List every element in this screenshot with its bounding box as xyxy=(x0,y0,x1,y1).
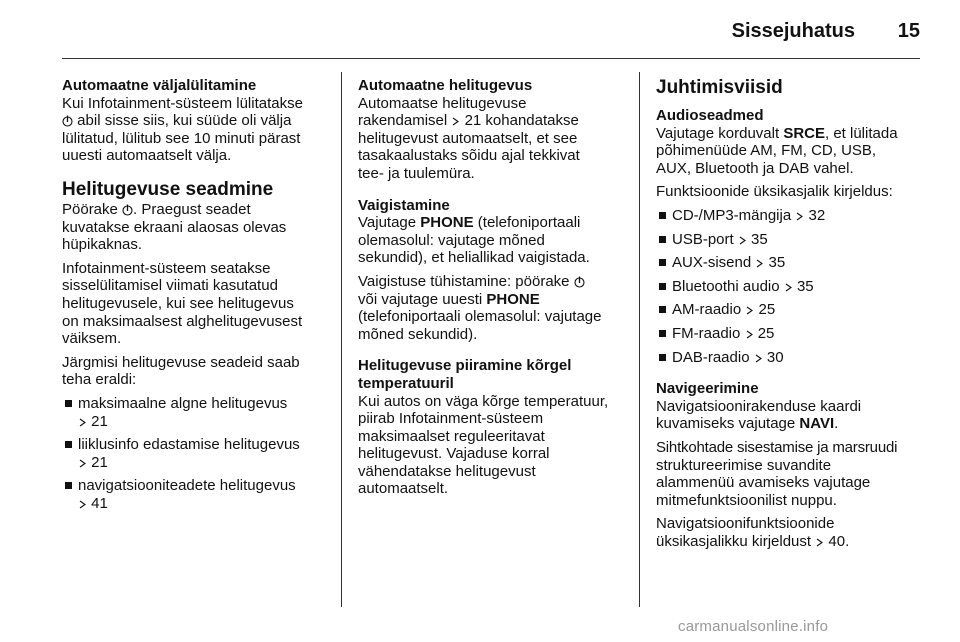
knob-icon xyxy=(574,276,585,288)
paragraph-volume-separate: Järgmisi helitugevuse seadeid saab teha eraldi: xyxy=(62,353,300,389)
bullet-icon xyxy=(659,212,666,219)
page-ref-arrow-icon xyxy=(745,306,754,315)
page-ref-arrow-icon xyxy=(815,538,824,547)
page-ref-arrow-icon xyxy=(755,259,764,268)
bullet-icon xyxy=(65,482,72,489)
bullet-icon xyxy=(659,330,666,337)
page-ref-arrow-icon xyxy=(78,459,87,468)
page-ref-arrow-icon xyxy=(78,418,87,427)
bullet-icon xyxy=(659,306,666,313)
list-item: AM-raadio 25 xyxy=(656,301,922,319)
page-ref-arrow-icon xyxy=(754,354,763,363)
paragraph-volume-startup: Infotainment-süsteem seatakse sisselülitamisel viimati kasutatud helitugevusele, kui see helitugevus on maksimaalsest alghelitugevusest väiksem. xyxy=(62,259,303,348)
section-heading-navigation: Navigeerimine xyxy=(656,380,759,398)
page-reference[interactable]: 25 xyxy=(745,325,775,342)
page-reference[interactable]: 32 xyxy=(795,207,825,224)
list-item: DAB-raadio 30 xyxy=(656,349,922,367)
page-ref-arrow-icon xyxy=(745,330,754,339)
audio-sources-list xyxy=(656,207,922,366)
knob-icon xyxy=(122,204,133,216)
volume-settings-list xyxy=(62,395,330,513)
column-2 xyxy=(358,77,626,504)
bullet-icon xyxy=(659,236,666,243)
page-ref-arrow-icon xyxy=(784,283,793,292)
paragraph-nav-map: Navigatsioonirakenduse kaardi kuvamiseks vajutage NAVI. xyxy=(656,397,862,433)
bullet-icon xyxy=(659,283,666,290)
bullet-icon xyxy=(659,354,666,361)
paragraph-mute: Vajutage PHONE (telefoniportaali olemasolul: vajutage mõned sekundid), et heliallikad vaigistada. xyxy=(358,214,590,267)
list-item: USB-port 35 xyxy=(656,231,922,249)
page-number: 15 xyxy=(897,20,920,42)
page-ref-arrow-icon xyxy=(795,212,804,221)
list-item: maksimaalne algne helitugevus 21 xyxy=(62,395,330,430)
section-heading-volume: Helitugevuse seadmine xyxy=(62,178,274,200)
page-reference[interactable]: 30 xyxy=(754,349,784,366)
section-heading-auto-off: Automaatne väljalülitamine xyxy=(62,77,257,94)
page-ref-arrow-icon xyxy=(451,117,460,126)
paragraph-unmute: Vaigistuse tühistamine: pöörake või vajutage uuesti PHONE (telefoniportaali olemasolul: vajutage mõned sekundid). xyxy=(358,272,602,343)
knob-icon xyxy=(62,115,73,127)
watermark-text: carmanualsonline.info xyxy=(678,618,829,635)
bullet-icon xyxy=(659,259,666,266)
list-item: Bluetoothi audio 35 xyxy=(656,278,922,296)
page-reference[interactable]: 25 xyxy=(745,301,775,318)
column-divider-1 xyxy=(341,72,342,607)
page-reference[interactable]: 21 xyxy=(451,112,481,129)
paragraph-function-details: Funktsioonide üksikasjalik kirjeldus: xyxy=(656,183,893,201)
column-divider-2 xyxy=(639,72,640,607)
page-reference[interactable]: 21 xyxy=(78,413,108,430)
bullet-icon xyxy=(65,400,72,407)
page-reference[interactable]: 35 xyxy=(738,231,768,248)
paragraph-auto-volume: Automaatse helitugevuse rakendamisel 21 kohandatakse helitugevust automaatselt, et see tasakaalustaks sõidu ajal tekkivat tee- ja tuulemüra. xyxy=(358,94,580,182)
paragraph-nav-details: Navigatsioonifunktsioonide üksikasjalikku kirjeldust 40. xyxy=(656,515,850,550)
paragraph-nav-destinations: Sihtkohtade sisestamise ja marsruudi struktureerimise suvandite alammenüü avamiseks vajutage mitmefunktsioonilist nuppu. xyxy=(656,438,898,509)
section-heading-volume-limit: Helitugevuse piiramine kõrgel temperatuuril xyxy=(358,357,572,392)
column-1 xyxy=(62,77,330,518)
paragraph-volume-limit: Kui autos on väga kõrge temperatuur, piirab Infotainment-süsteem maksimaalset reguleeritavat helitugevust. Vajaduse korral vähendatakse helitugevust automaatselt. xyxy=(358,392,609,498)
page-header-title: Sissejuhatus xyxy=(731,20,855,42)
list-item: liiklusinfo edastamise helitugevus 21 xyxy=(62,436,330,471)
section-heading-audio-devices: Audioseadmed xyxy=(656,107,764,124)
list-item: CD-/MP3-mängija 32 xyxy=(656,207,922,225)
paragraph-volume-turn: Pöörake . Praegust seadet kuvatakse ekraani alaosas olevas hüpikaknas. xyxy=(62,200,287,254)
section-heading-auto-volume: Automaatne helitugevus xyxy=(358,77,533,94)
header-rule xyxy=(62,58,920,59)
paragraph-audio-devices: Vajutage korduvalt SRCE, et lülitada põhimenüüde AM, FM, CD, USB, AUX, Bluetooth ja DAB vahel. xyxy=(656,124,898,177)
paragraph-auto-off: Kui Infotainment-süsteem lülitatakse abil sisse siis, kui süüde oli välja lülitatud, lülitub see 10 minuti pärast uuesti automaatselt välja. xyxy=(62,94,303,165)
page-reference[interactable]: 35 xyxy=(755,254,785,271)
list-item: navigatsiooniteadete helitugevus 41 xyxy=(62,477,330,512)
column-3 xyxy=(656,77,922,556)
page-reference[interactable]: 41 xyxy=(78,495,108,512)
page-reference[interactable]: 21 xyxy=(78,454,108,471)
page-ref-arrow-icon xyxy=(78,500,87,509)
section-heading-mute: Vaigistamine xyxy=(358,196,450,214)
list-item: AUX-sisend 35 xyxy=(656,254,922,272)
page-reference[interactable]: 40 xyxy=(815,533,845,550)
page-ref-arrow-icon xyxy=(738,236,747,245)
list-item: FM-raadio 25 xyxy=(656,325,922,343)
section-heading-controls: Juhtimisviisid xyxy=(656,77,783,98)
page-reference[interactable]: 35 xyxy=(784,278,814,295)
bullet-icon xyxy=(65,441,72,448)
